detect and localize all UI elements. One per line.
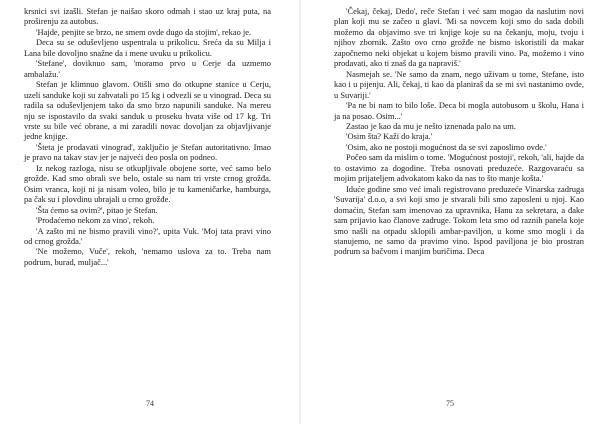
paragraph: Nasmejah se. 'Ne samo da znam, nego uživam u tome, Stefane, isto kao i u pijenju. Ali, čekaj, ti kao da planiraš da se mi svi nastanimo ovde, u Suvariji.'	[334, 68, 584, 100]
paragraph: Iz nekog razloga, nisu se otkupljivale obojene sorte, već samo belo grožđe. Kad smo obrali sve belo, ostale su nam tri vrste crnog grožđa. Osim vranca, koji ni ja nisam voleo, bilo je tu kameničarke, hamburga, pa čak su i plovdinu ubrajali u crno grožđe.	[24, 162, 271, 205]
paragraph: 'Ne možemo, Vuče', rekoh, 'nemamo uslova za to. Treba nam podrum, burad, muljač...'	[24, 246, 271, 267]
page-number-left: 74	[146, 399, 154, 408]
paragraph: Stefan je klimnuo glavom. Otišli smo do otkupne stanice u Cerju, uzeli sanduke koji su zahvatali po 15 kg i odvezli se u vinograd. Deca su radila sa oduševljenjem tako da smo brzo napunili sanduke. Na mereu nju se ispostavilo da svaki sanduk u proseku hvata više od 17 kg. Tri vrste su bile već obrane, a mi zaradili novac dovoljan za objavljivanje jedne knjige.	[24, 79, 271, 142]
paragraph: 'Pa ne bi nam to bilo loše. Deca bi mogla autobusom u školu, Hana i ja na posao. Osim...'	[334, 100, 584, 121]
paragraph: Iduće godine smo već imali registrovano preduzeće Vinarska zadruga 'Suvarija' d.o.o, a svi koji smo je stvarali bili smo zaposleni u njoj. Kao domaćin, Stefan sam imenovao za upravnika, Hanu za sekretara, a đake sam prijavio kao članove zadruge. Tokom leta smo od raznih panela koje smo našli na otpadu sklopili ambar-paviljon, u kome smo mogli i da stanujemo, ne samo da pravimo vino. Ispod paviljona je bio prostran podrum sa bačvom i manjim buričima. Deca	[334, 183, 584, 257]
paragraph: 'Prodaćemo nekom za vino', rekoh.	[36, 215, 155, 226]
paragraph: 'A zašto mi ne bismo pravili vino?', upita Vuk. 'Moj tata pravi vino od crnog grožđa.'	[24, 225, 271, 246]
paragraph: 'Hajde, penjite se brzo, ne smem ovde dugo da stojim', rekao je.	[36, 26, 252, 37]
paragraph: Zastao je kao da mu je nešto iznenada palo na um.	[346, 120, 516, 131]
paragraph: krsnici svi izašli. Stefan je naišao skoro odmah i stao uz kraj puta, na proširenju za autobus.	[24, 6, 271, 27]
right-page-text	[334, 6, 584, 257]
page-number-right: 75	[446, 399, 454, 408]
paragraph: Počeo sam da mislim o tome. 'Mogućnost postoji', rekoh, 'ali, hajde da to ostavimo za dogodine. Treba osnovati preduzeće. Razgovaraću sa mojim prijateljem advokatom kako da nas to što manje košta.'	[334, 152, 584, 184]
paragraph: Deca su se oduševljeno uspentrala u prikolicu. Sreća da su Milja i Lana bile dovoljno snažne da i mene uvuku u prikolicu.	[24, 37, 271, 58]
paragraph: 'Stefane', doviknuo sam, 'moramo prvo u Cerje da uzmemo ambalažu.'	[24, 58, 271, 79]
paragraph: 'Osim šta? Kaži do kraja.'	[346, 131, 433, 142]
paragraph: 'Osim, ako ne postoji mogućnost da se svi zaposlimo ovde.'	[346, 141, 547, 152]
left-page	[0, 6, 300, 418]
paragraph: 'Šta ćemo sa ovim?', pitao je Stefan.	[36, 204, 158, 215]
paragraph: 'Šteta je prodavati vinograd', zaključio je Stefan autoritativno. Imao je pravo na takav stav jer je najveći deo posla on podneo.	[24, 141, 271, 163]
right-page	[300, 6, 600, 418]
left-page-text	[24, 6, 271, 267]
paragraph: 'Čekaj, čekaj, Dedo', reče Stefan i već sam mogao da naslutim novi plan koji mu se začeo u glavi. 'Mi sa novcem koji smo do sada dobili možemo da objavimo sve tri knjige koje su na čekanju, moju, tvoju i njihov zbornik. Zašto ovo crno grožđe ne bismo iskoristili da makar započnemo neki objekat u kojem bismo pravili vino. Pa, možemo i vino prodavati, ako ti znaš da ga napraviš.'	[334, 6, 584, 69]
